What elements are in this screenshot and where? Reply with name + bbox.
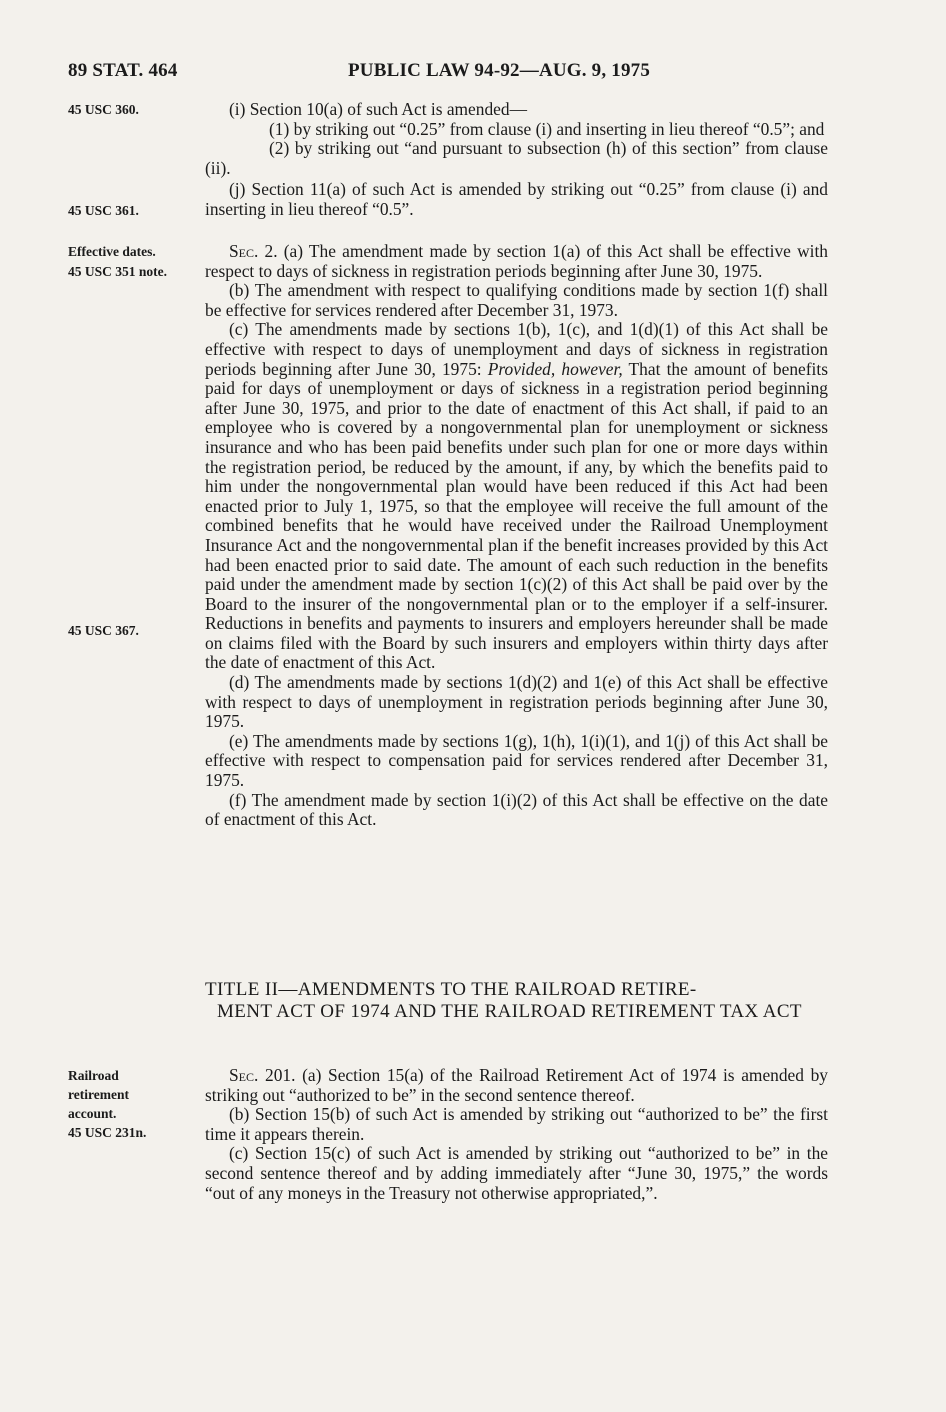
margin-note-railroad: Railroad xyxy=(68,1068,119,1083)
margin-note-usc-231n: 45 USC 231n. xyxy=(68,1125,147,1140)
margin-note-usc-360: 45 USC 360. xyxy=(68,102,139,117)
paragraph-sec2-d: (d) The amendments made by sections 1(d)(2) and 1(e) of this Act shall be effective with respect to days of unemployment in registration periods beginning after June 30, 1975. xyxy=(205,672,828,732)
stat-page-number: 89 STAT. 464 xyxy=(68,60,178,81)
paragraph-i-1: (1) by striking out “0.25” from clause (i) and inserting in lieu thereof “0.5”; and xyxy=(269,118,825,139)
paragraph-sec2-a xyxy=(205,242,828,281)
paragraph-sec2-e: (e) The amendments made by sections 1(g), 1(h), 1(i)(1), and 1(j) of this Act shall be effective with respect to compensation paid for services rendered after December 31, 1975. xyxy=(205,730,828,791)
paragraph-sec201-c: (c) Section 15(c) of such Act is amended by striking out “authorized to be” in the second sentence thereof and by adding immediately after “June 30, 1975,” the words “out of any moneys in the Treasury not otherwise appropriated,”. xyxy=(205,1143,828,1203)
sec2-c-text-1: (c) The amendments made by sections 1(b), 1(c), and 1(d)(1) of this Act shall be effective with respect to days of unemployment and days of sickness in registration periods beginning after June 30, 1975: xyxy=(205,319,828,379)
paragraph-sec2-c xyxy=(205,320,828,673)
paragraph-j: (j) Section 11(a) of such Act is amended by striking out “0.25” from clause (i) and inserting in lieu thereof “0.5”. xyxy=(205,179,828,219)
section-2-effective-dates xyxy=(205,242,828,830)
title-ii-line-2: MENT ACT OF 1974 AND THE RAILROAD RETIREMENT TAX ACT xyxy=(217,1001,802,1022)
sec2-c-proviso: Provided, however, xyxy=(487,358,623,379)
sec2-a-text: (a) The amendment made by section 1(a) of this Act shall be effective with respect to days of sickness in registration periods beginning after June 30, 1975. xyxy=(205,241,828,281)
paragraph-sec2-f: (f) The amendment made by section 1(i)(2) of this Act shall be effective on the date of enactment of this Act. xyxy=(205,789,828,830)
paragraph-sec201-a xyxy=(205,1066,828,1105)
paragraph-i: (i) Section 10(a) of such Act is amended— xyxy=(229,99,527,119)
title-ii-heading xyxy=(205,979,828,1023)
paragraph-i-2: (2) by striking out “and pursuant to subsection (h) of this section” from clause (ii). xyxy=(205,138,828,178)
paragraph-sec201-b: (b) Section 15(b) of such Act is amended by striking out “authorized to be” the first time it appears therein. xyxy=(205,1104,828,1144)
sec201-a-text: (a) Section 15(a) of the Railroad Retirement Act of 1974 is amended by striking out “authorized to be” in the second sentence thereof. xyxy=(205,1065,828,1105)
section-label: Sec. 201. xyxy=(229,1065,296,1085)
section-label: Sec. 2. xyxy=(229,241,278,261)
margin-note-account: account. xyxy=(68,1106,117,1121)
page-header-title: PUBLIC LAW 94-92—AUG. 9, 1975 xyxy=(348,60,651,81)
margin-note-usc-361: 45 USC 361. xyxy=(68,203,139,218)
margin-note-effective-dates: Effective dates. xyxy=(68,244,156,259)
margin-note-usc-367: 45 USC 367. xyxy=(68,623,139,638)
section-201 xyxy=(205,1066,828,1203)
section-1-amendments xyxy=(205,100,828,220)
title-ii-line-1: TITLE II—AMENDMENTS TO THE RAILROAD RETIRE- xyxy=(205,979,697,1000)
sec2-c-text-2: That the amount of benefits paid for days of unemployment or days of sickness in a registration period beginning after June 30, 1975, and prior to the date of enactment of this Act shall, if paid to an employee who is covered by a nongovernmental plan for unemployment or sickness insurance and who has been paid benefits under such plan for one or more days within the registration period, be reduced by the amount, if any, by which the benefits paid to him under the nongovernmental plan would have been reduced if this Act had been enacted prior to July 1, 1975, so that the employee will receive the full amount of the combined benefits that he would have received under the Railroad Unemployment Insurance Act and the nongovernmental plan if the benefit increases provided by this Act had been enacted prior to said date. The amount of each such reduction in the benefits paid under the amendment made by section 1(c)(2) of this Act shall be paid over by the Board to the insurer of the nongovernmental plan or to the employer if a self-insurer. Reductions in benefits and payments to insurers and employers hereunder shall be made on claims filed with the Board by such insurers and employers within thirty days after the date of enactment of this Act. xyxy=(205,358,828,673)
margin-note-usc-351: 45 USC 351 note. xyxy=(68,264,168,279)
paragraph-sec2-b: (b) The amendment with respect to qualifying conditions made by section 1(f) shall be effective for services rendered after December 31, 1973. xyxy=(205,280,828,320)
margin-note-retirement: retirement xyxy=(68,1087,129,1102)
